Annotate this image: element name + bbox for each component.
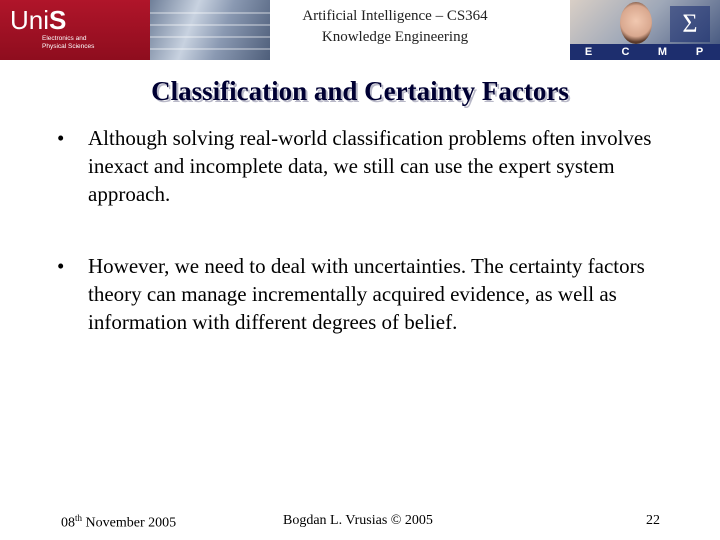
bullet-item xyxy=(57,124,677,208)
building-photo xyxy=(150,0,270,60)
course-title: Artificial Intelligence – CS364 Knowledge Engineering xyxy=(302,8,488,45)
school-letter: M xyxy=(657,46,668,58)
course-title-area xyxy=(270,0,570,60)
bullet-text: However, we need to deal with uncertainties. The certainty factors theory can manage incrementally acquired evidence, as well as information with different degrees of belief. xyxy=(88,254,645,334)
department-name: Electronics and Physical Sciences xyxy=(42,35,95,50)
face-image xyxy=(620,2,652,44)
school-letter: P xyxy=(695,46,704,58)
bullet-list xyxy=(57,124,677,336)
sigma-icon: Σ xyxy=(670,6,710,42)
footer-date: 08th November 2005 xyxy=(61,513,177,531)
slide-title: Classification and Certainty Factors xyxy=(151,76,569,106)
unis-logo xyxy=(0,0,152,60)
student-photo xyxy=(570,0,720,60)
footer-author: Bogdan L. Vrusias © 2005 xyxy=(283,513,433,528)
bullet-text: Although solving real-world classification problems often involves inexact and incomplete data, we still can use the expert system approach. xyxy=(88,126,652,206)
page-number: 22 xyxy=(646,513,660,528)
header-banner xyxy=(0,0,720,60)
bullet-marker: • xyxy=(57,126,65,150)
school-letter: E xyxy=(584,46,593,58)
school-letter: C xyxy=(621,46,630,58)
school-letters-bar xyxy=(570,44,720,60)
bullet-marker: • xyxy=(57,254,65,278)
logo-wordmark: UniS xyxy=(10,5,67,35)
bullet-item xyxy=(57,252,677,336)
